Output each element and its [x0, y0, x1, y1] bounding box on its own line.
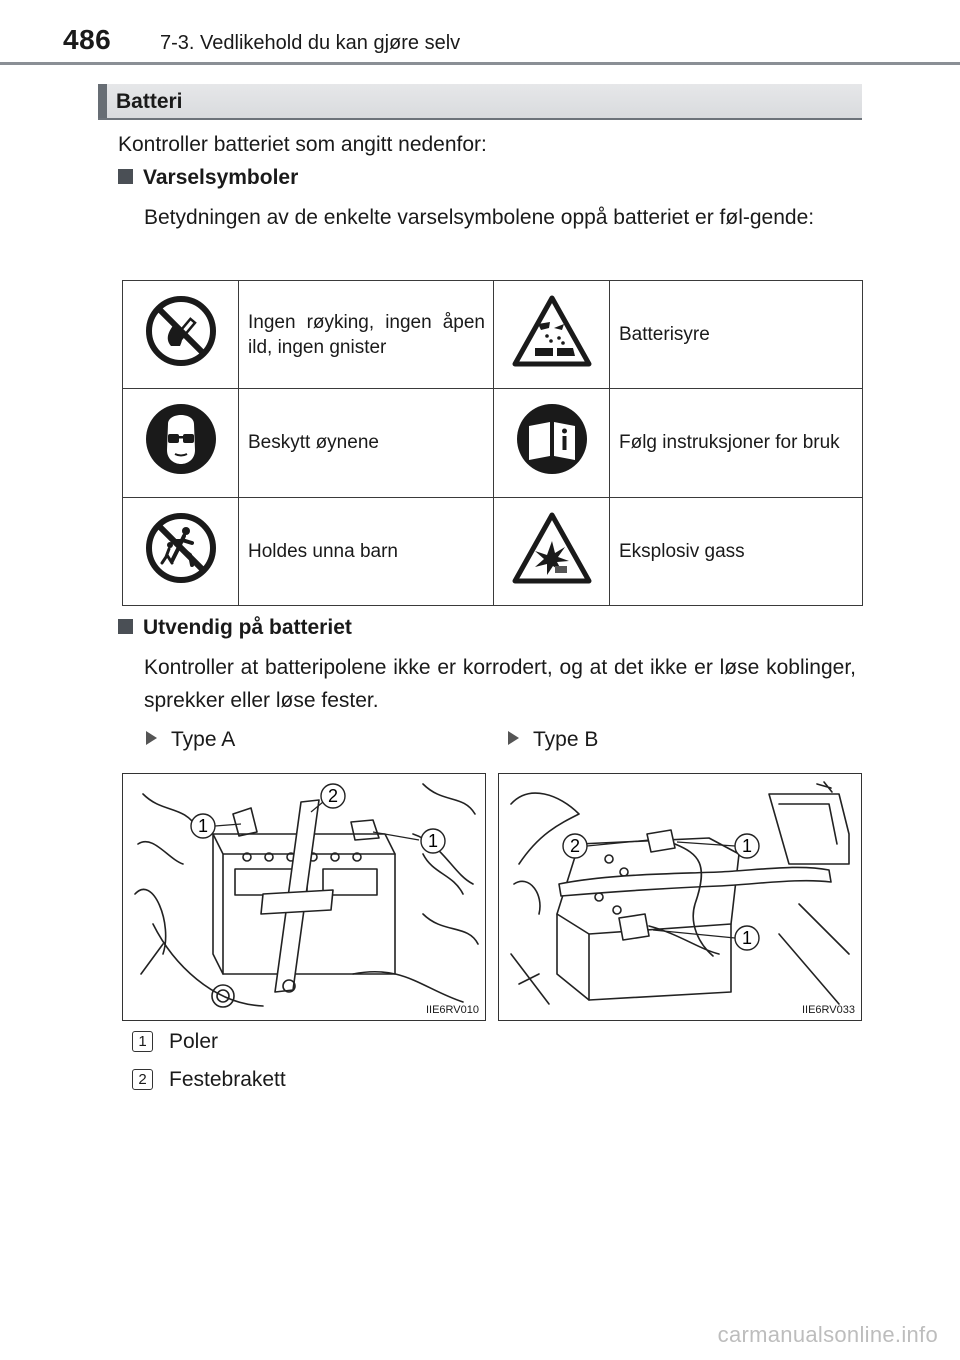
intro-text: Kontroller batteriet som angitt nedenfor: — [118, 133, 487, 156]
legend-item — [132, 1030, 218, 1054]
warning-symbols-heading — [118, 166, 298, 190]
table-text-cell: Batterisyre — [610, 281, 863, 389]
warning-symbols-heading-text: Varselsymboler — [143, 166, 299, 189]
battery-acid-warning-icon — [511, 294, 593, 368]
battery-figure-type-a — [122, 773, 486, 1021]
type-a-label — [146, 728, 235, 752]
table-icon-cell — [123, 389, 239, 497]
type-b-label-text: Type B — [533, 728, 599, 751]
eye-protection-icon — [144, 402, 218, 476]
exterior-heading-text: Utvendig på batteriet — [143, 616, 352, 639]
legend-number: 2 — [132, 1069, 153, 1090]
battery-type-b-illustration — [499, 774, 860, 1019]
legend-text: Poler — [169, 1030, 219, 1053]
section-header — [98, 84, 862, 120]
callout-2: 2 — [569, 836, 581, 856]
page-number: 486 — [63, 24, 112, 55]
no-smoking-no-fire-icon — [144, 294, 218, 368]
callout-1: 1 — [741, 928, 753, 948]
battery-figure-type-b — [498, 773, 862, 1021]
read-instructions-icon — [515, 402, 589, 476]
callout-2: 2 — [327, 786, 339, 806]
type-b-label — [508, 728, 598, 752]
table-text-cell: Eksplosiv gass — [610, 497, 863, 605]
legend-item — [132, 1068, 286, 1092]
header-rule — [0, 62, 960, 65]
table-icon-cell — [494, 389, 610, 497]
triangle-bullet-icon — [508, 731, 519, 745]
table-text-cell: Holdes unna barn — [239, 497, 494, 605]
type-a-label-text: Type A — [171, 728, 236, 751]
exterior-paragraph: Kontroller at batteripolene ikke er korrodert, og at det ikke er løse koblinger, sprekker eller løse fester. — [144, 656, 856, 712]
table-row — [123, 281, 863, 389]
callout-1: 1 — [427, 831, 439, 851]
callout-1: 1 — [741, 836, 753, 856]
explosive-gas-warning-icon — [511, 511, 593, 585]
keep-away-children-icon — [144, 511, 218, 585]
section-accent — [98, 84, 107, 118]
watermark: carmanualsonline.info — [717, 1322, 938, 1347]
square-bullet-icon — [118, 619, 133, 634]
battery-type-a-illustration — [123, 774, 484, 1019]
warning-symbols-table — [122, 280, 863, 606]
table-text-cell: Følg instruksjoner for bruk — [610, 389, 863, 497]
table-text-cell: Beskytt øynene — [239, 389, 494, 497]
table-icon-cell — [123, 281, 239, 389]
legend-text: Festebrakett — [169, 1068, 286, 1091]
figure-code: IIE6RV033 — [801, 1004, 855, 1016]
table-icon-cell — [494, 497, 610, 605]
table-icon-cell — [494, 281, 610, 389]
square-bullet-icon — [118, 169, 133, 184]
legend-number: 1 — [132, 1031, 153, 1052]
warning-symbols-paragraph: Betydningen av de enkelte varselsymbolene oppå batteriet er føl-gende: — [144, 206, 815, 229]
table-row — [123, 389, 863, 497]
callout-1: 1 — [197, 816, 209, 836]
table-row — [123, 497, 863, 605]
section-title: Batteri — [116, 90, 183, 113]
table-text-cell: Ingen røyking, ingen åpen ild, ingen gnister — [239, 281, 494, 389]
table-icon-cell — [123, 497, 239, 605]
exterior-heading — [118, 616, 352, 640]
triangle-bullet-icon — [146, 731, 157, 745]
figure-code: IIE6RV010 — [425, 1004, 479, 1016]
chapter-title: 7-3. Vedlikehold du kan gjøre selv — [160, 32, 461, 54]
